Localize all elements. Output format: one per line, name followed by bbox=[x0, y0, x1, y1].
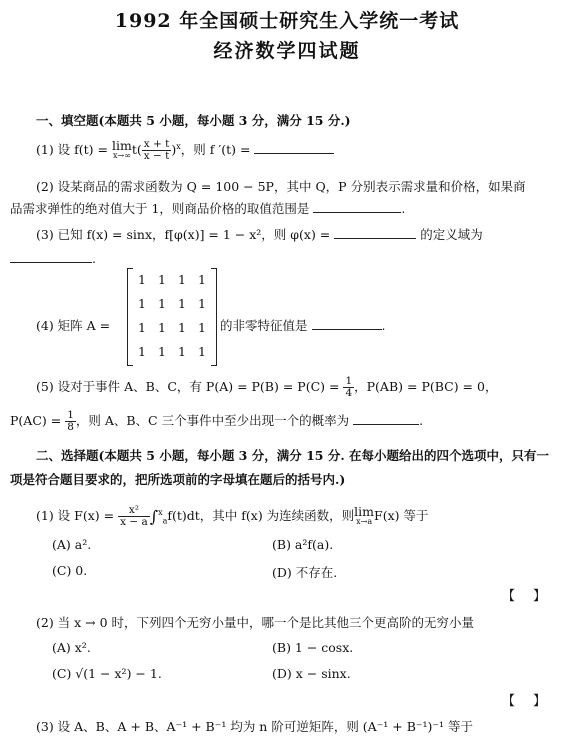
integral-sign: ∫ bbox=[149, 507, 159, 526]
option-B: (B) 1 − cosx. bbox=[272, 640, 354, 655]
matrix-cell: 1 bbox=[138, 296, 146, 311]
answer-blank bbox=[353, 412, 419, 425]
fraction bbox=[65, 410, 76, 433]
answer-blank bbox=[254, 141, 334, 154]
option-B: (B) a²f(a). bbox=[272, 537, 334, 552]
answer-bracket: 【】 bbox=[501, 694, 564, 709]
matrix-cell: 1 bbox=[158, 344, 166, 359]
matrix-right-bracket bbox=[211, 268, 217, 366]
limit-subscript: x→∞ bbox=[112, 150, 131, 160]
answer-blank bbox=[10, 250, 92, 263]
fraction-denominator: x − a bbox=[120, 516, 148, 528]
integral-upper: x bbox=[158, 507, 163, 517]
matrix-cell: 1 bbox=[178, 272, 186, 287]
fraction-denominator: 8 bbox=[67, 421, 74, 433]
q1-1-close: ) bbox=[171, 142, 177, 157]
fraction-numerator: x² bbox=[118, 505, 150, 517]
matrix-cell: 1 bbox=[178, 320, 186, 335]
limit-word: lim bbox=[354, 503, 375, 519]
question-1-5-line2: P(AC) = $\frac{1}{8}$ ，则 A、B、C 三个事件中至少出现一个的概率为 . bbox=[10, 409, 424, 433]
matrix-cell: 1 bbox=[138, 320, 146, 335]
option-C: (C) √(1 − x²) − 1. bbox=[52, 666, 162, 681]
question-1-3 bbox=[36, 225, 483, 243]
matrix-cell: 1 bbox=[158, 296, 166, 311]
option-D: (D) x − sinx. bbox=[272, 666, 351, 681]
option-D: (D) 不存在. bbox=[272, 565, 338, 580]
answer-blank bbox=[312, 317, 382, 330]
question-1-3-cont: . bbox=[10, 250, 96, 266]
question-1-4 bbox=[36, 316, 110, 334]
option-A: (A) x². bbox=[52, 640, 91, 655]
limit-subscript: x→a bbox=[356, 516, 373, 526]
matrix-cell: 1 bbox=[138, 272, 146, 287]
answer-bracket: 【】 bbox=[501, 589, 564, 604]
q1-1-prefix: (1) 设 f(t) = bbox=[36, 142, 109, 157]
matrix-cell: 1 bbox=[198, 320, 206, 335]
q1-5-c: P(AC) = bbox=[10, 413, 62, 428]
section-heading-choice: 二、选择题(本题共 5 小题，每小题 3 分，满分 15 分. 在每小题给出的四个选项中，只有一 bbox=[36, 448, 550, 463]
q2-1-prefix: (1) 设 F(x) = bbox=[36, 508, 115, 523]
q1-4-suffix: 的非零特征值是 bbox=[220, 318, 308, 333]
q2-1-end: F(x) 等于 bbox=[374, 508, 429, 523]
q1-1-suffix: ，则 f ′(t) = bbox=[180, 142, 251, 157]
question-1-2-line2: 品需求弹性的绝对值大于 1，则商品价格的取值范围是 . bbox=[10, 201, 406, 216]
answer-blank bbox=[313, 200, 401, 213]
matrix-cell: 1 bbox=[158, 320, 166, 335]
fraction-numerator: x + t bbox=[143, 138, 170, 150]
fraction-denominator: 4 bbox=[345, 387, 353, 399]
fraction bbox=[343, 376, 354, 399]
question-1-5-line1 bbox=[36, 376, 497, 399]
question-2-1 bbox=[36, 505, 428, 528]
question-1-2-line1: (2) 设某商品的需求函数为 Q = 100 − 5P，其中 Q，P 分别表示需求量和价格，如果商 bbox=[36, 179, 526, 194]
matrix-cell: 1 bbox=[198, 296, 206, 311]
matrix-A bbox=[127, 268, 217, 364]
fraction bbox=[118, 505, 150, 528]
limit-word: lim bbox=[112, 137, 132, 153]
section-heading-choice-cont: 项是符合题目要求的，把所选项前的字母填在题后的括号内.) bbox=[10, 472, 346, 487]
option-A: (A) a². bbox=[52, 537, 92, 552]
q1-2-line2-text: 品需求弹性的绝对值大于 1，则商品价格的取值范围是 bbox=[10, 201, 310, 216]
q1-5-a: (5) 设对于事件 A、B、C，有 P(A) = P(B) = P(C) = bbox=[36, 379, 340, 394]
q2-1-body: f(t)dt，其中 f(x) 为连续函数，则 bbox=[167, 508, 355, 523]
matrix-cell: 1 bbox=[158, 272, 166, 287]
matrix-cell: 1 bbox=[198, 272, 206, 287]
q1-3-suffix: 的定义域为 bbox=[420, 227, 483, 242]
section-heading-fill-blank: 一、填空题(本题共 5 小题，每小题 3 分，满分 15 分.) bbox=[36, 113, 351, 128]
question-1-4-suffix: 的非零特征值是 . bbox=[220, 318, 386, 333]
q1-3-text: (3) 已知 f(x) = sinx，f[φ(x)] = 1 − x²，则 φ(x) = bbox=[36, 227, 331, 242]
fraction-numerator: 1 bbox=[345, 375, 353, 387]
fraction-denominator: x − t bbox=[143, 150, 170, 162]
matrix-cell: 1 bbox=[198, 344, 206, 359]
fraction-numerator: 1 bbox=[67, 409, 74, 421]
matrix-cell: 1 bbox=[138, 344, 146, 359]
matrix-cell: 1 bbox=[178, 344, 186, 359]
q1-5-d: ，则 A、B、C 三个事件中至少出现一个的概率为 bbox=[75, 413, 350, 428]
answer-blank bbox=[334, 226, 416, 239]
integral-lower: a bbox=[162, 516, 168, 526]
exam-title: 1992 年全国硕士研究生入学统一考试 bbox=[114, 10, 460, 32]
q1-5-b: ，P(AB) = P(BC) = 0， bbox=[354, 379, 498, 394]
q1-1-t: t( bbox=[131, 142, 142, 157]
limit-operator bbox=[112, 137, 132, 161]
question-1-1 bbox=[36, 139, 334, 162]
exponent: x bbox=[176, 141, 181, 151]
matrix-cell: 1 bbox=[178, 296, 186, 311]
question-2-2: (2) 当 x → 0 时，下列四个无穷小量中，哪一个是比其他三个更高阶的无穷小量 bbox=[36, 615, 475, 630]
exam-subtitle: 经济数学四试题 bbox=[213, 40, 361, 62]
question-2-3: (3) 设 A、B、A + B、A⁻¹ + B⁻¹ 均为 n 阶可逆矩阵，则 (A⁻¹ + B⁻¹)⁻¹ 等于 bbox=[36, 719, 473, 734]
option-C: (C) 0. bbox=[52, 563, 88, 578]
limit-operator bbox=[354, 503, 375, 527]
q1-4-prefix: (4) 矩阵 A = bbox=[36, 318, 111, 333]
fraction bbox=[142, 139, 172, 162]
